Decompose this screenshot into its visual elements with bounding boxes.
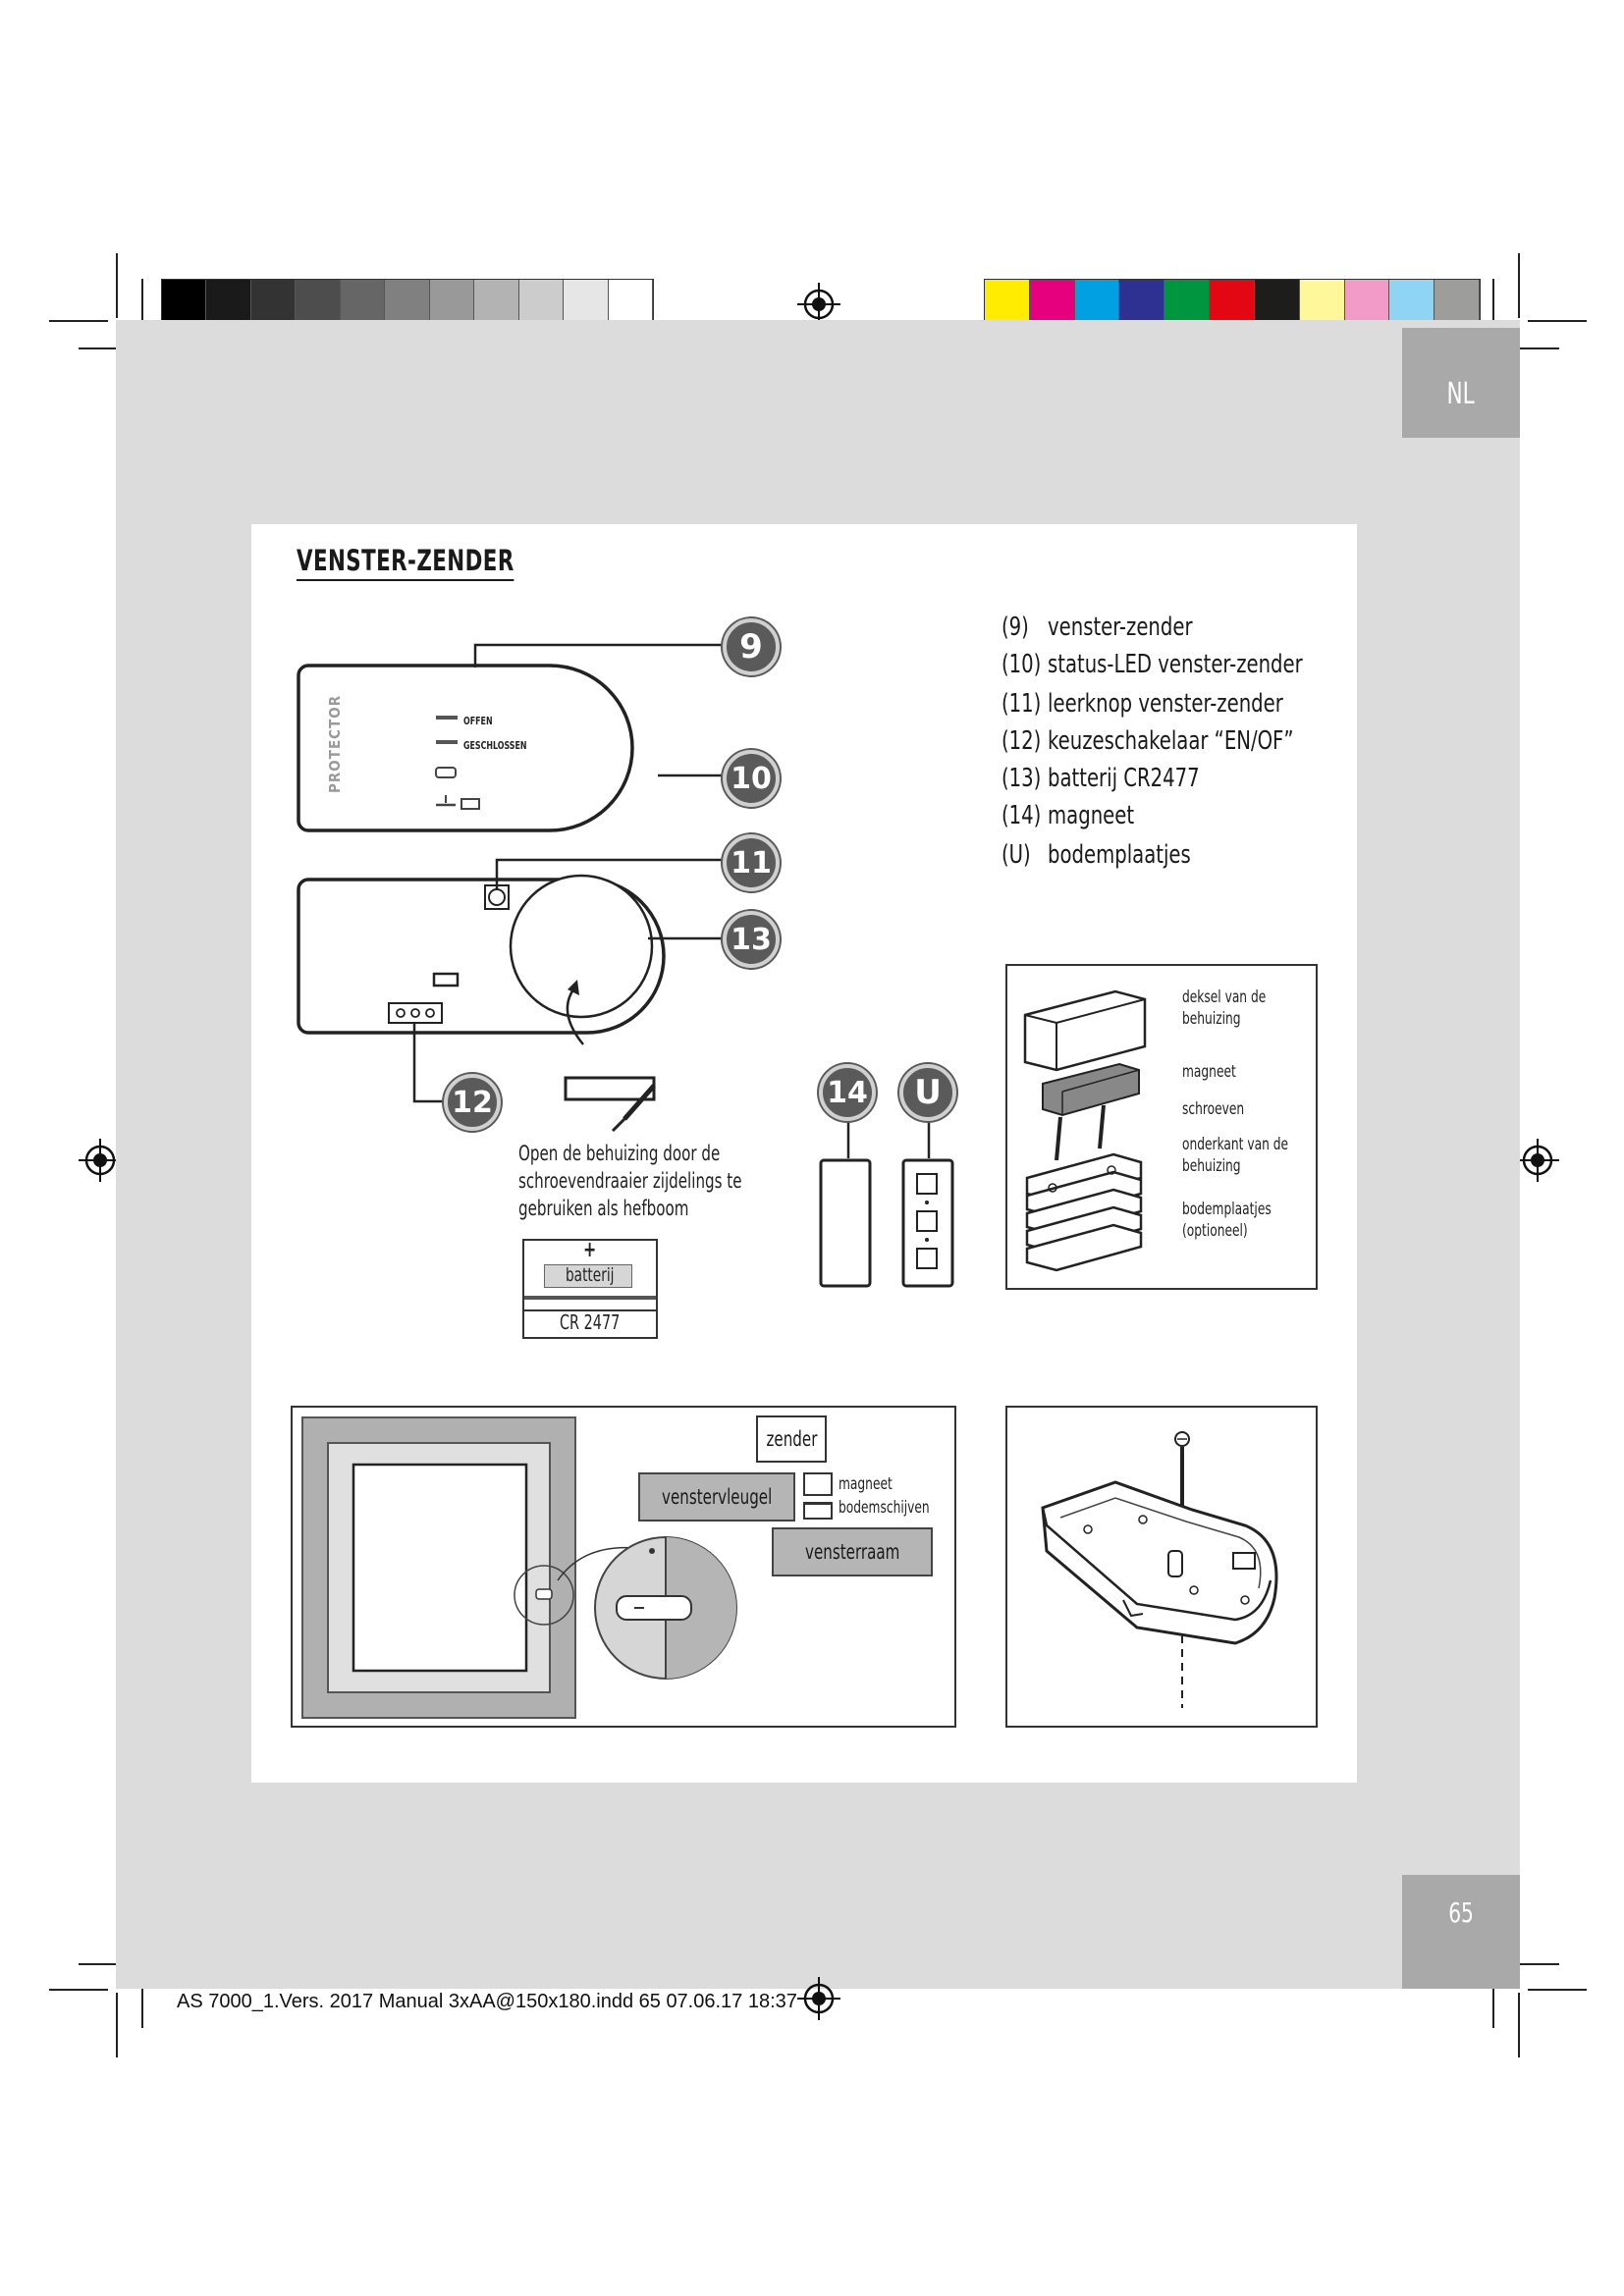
base-plates-symbol-box — [803, 1502, 833, 1520]
legend-number: (9) — [1001, 613, 1029, 642]
exploded-label-plates-1: bodemplaatjes — [1182, 1200, 1272, 1219]
mounting-label-base-plates: bodemschijven — [839, 1498, 930, 1518]
legend-number: (12) — [1001, 726, 1042, 756]
legend-text: batterij CR2477 — [1048, 764, 1200, 793]
exploded-label-magnet: magneet — [1182, 1062, 1236, 1082]
led-label-closed: GESCHLOSSEN — [463, 739, 527, 752]
frame-label-box — [772, 1527, 933, 1576]
sash-label-box — [638, 1472, 795, 1522]
window-mounting-drawing — [300, 1415, 772, 1722]
exploded-label-cover-2: behuizing — [1182, 1009, 1241, 1029]
exploded-label-cover-1: deksel van de — [1182, 988, 1267, 1007]
legend-text: leerknop venster-zender — [1048, 689, 1283, 719]
opening-instruction-line-3: gebruiken als hefboom — [518, 1197, 689, 1220]
legend-number: (13) — [1001, 764, 1042, 793]
transmitter-label-box — [756, 1415, 827, 1463]
registration-mark-bottom — [797, 1977, 840, 2020]
battery-plus-sign: + — [583, 1238, 597, 1262]
legend-number: (U) — [1001, 840, 1031, 870]
transmitter-label: zender — [766, 1427, 817, 1451]
callout-13: 13 — [723, 911, 780, 968]
sash-label: venstervleugel — [661, 1485, 773, 1509]
exploded-label-screws: schroeven — [1182, 1099, 1245, 1119]
battery-type: CR 2477 — [560, 1310, 621, 1334]
housing-screw-drawing — [1021, 1423, 1306, 1718]
exploded-label-plates-2: (optioneel) — [1182, 1221, 1248, 1241]
exploded-housing-drawing — [1017, 982, 1164, 1276]
exploded-label-bottom-1: onderkant van de — [1182, 1135, 1289, 1154]
legend-number: (14) — [1001, 801, 1042, 830]
legend-text: bodemplaatjes — [1048, 840, 1191, 870]
screwdriver-opening-drawing — [564, 1074, 662, 1137]
callout-11: 11 — [723, 834, 780, 891]
callout-14: 14 — [819, 1064, 876, 1121]
mounting-label-magnet: magneet — [839, 1474, 893, 1494]
legend-text: keuzeschakelaar “EN/OF” — [1048, 726, 1294, 756]
battery-contact-line — [524, 1296, 656, 1300]
frame-label: vensterraam — [804, 1540, 900, 1564]
legend-text: magneet — [1048, 801, 1135, 830]
legend-number: (10) — [1001, 650, 1042, 679]
callout-12: 12 — [444, 1074, 501, 1131]
opening-instruction-line-2: schroevendraaier zijdelings te — [518, 1169, 742, 1193]
legend-text: venster-zender — [1048, 613, 1193, 642]
callout-9: 9 — [723, 618, 780, 675]
base-plate-part-drawing — [901, 1158, 956, 1290]
opening-instruction-line-1: Open de behuizing door de — [518, 1142, 721, 1165]
magnet-symbol-box — [803, 1472, 833, 1496]
section-title: VENSTER-ZENDER — [297, 544, 514, 581]
magnet-part-drawing — [819, 1158, 874, 1290]
legend-number: (11) — [1001, 689, 1042, 719]
file-slug: AS 7000_1.Vers. 2017 Manual 3xAA@150x180.indd 65 07.06.17 18:37 — [177, 1991, 797, 2012]
legend-text: status-LED venster-zender — [1048, 650, 1303, 679]
callout-10: 10 — [723, 750, 780, 807]
language-code: NL — [1446, 376, 1476, 411]
callout-u: U — [899, 1064, 956, 1121]
led-label-open: OFFEN — [463, 715, 493, 727]
exploded-label-bottom-2: behuizing — [1182, 1156, 1241, 1176]
page-number: 65 — [1448, 1896, 1474, 1929]
brand-logo: PROTECTOR — [326, 694, 344, 793]
battery-label: batterij — [566, 1264, 615, 1286]
